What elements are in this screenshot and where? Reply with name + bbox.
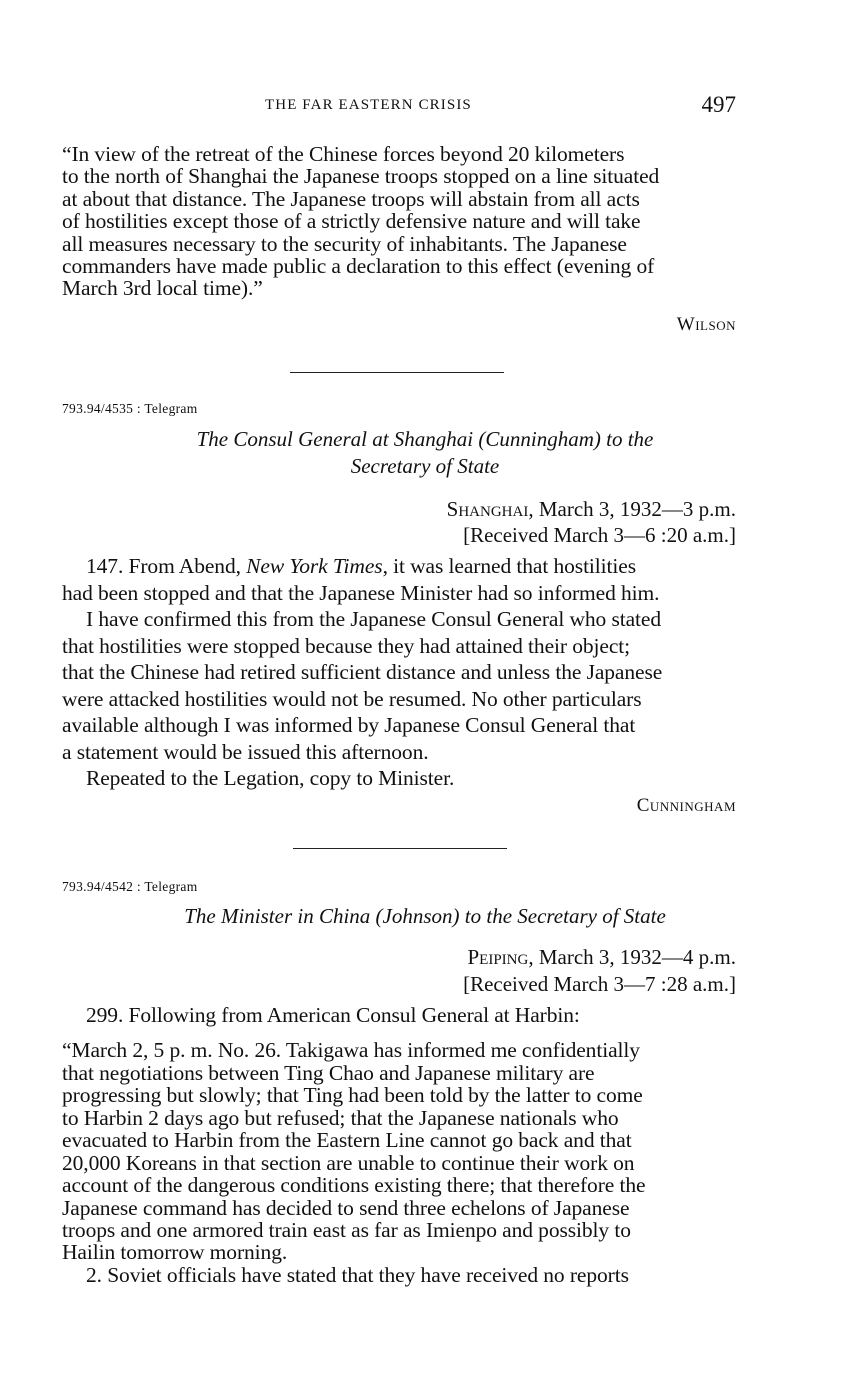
quote-line: to the north of Shanghai the Japanese troops stopped on a line situated: [62, 164, 660, 188]
body-line: that the Chinese had retired sufficient distance and unless the Japanese: [62, 660, 663, 684]
document-heading: The Consul General at Shanghai (Cunningham) to the: [196, 427, 654, 451]
quote-line: “March 2, 5 p. m. No. 26. Takigawa has informed me confidentially: [62, 1038, 640, 1062]
body-line: were attacked hostilities would not be resumed. No other particulars: [62, 687, 642, 711]
running-title: THE FAR EASTERN CRISIS: [265, 97, 472, 113]
body-line: that hostilities were stopped because they had attained their object;: [62, 634, 631, 658]
quote-line: 2. Soviet officials have stated that they have received no reports: [86, 1263, 629, 1287]
signature-wilson: Wilson: [676, 314, 736, 335]
quote-line: all measures necessary to the security of inhabitants. The Japanese: [62, 232, 627, 256]
quote-line: evacuated to Harbin from the Eastern Line cannot go back and that: [62, 1128, 632, 1152]
section-divider: [293, 848, 507, 849]
body-text: 147. From Abend,: [86, 554, 247, 578]
quote-line: at about that distance. The Japanese troops will abstain from all acts: [62, 187, 640, 211]
dateline: [468, 945, 737, 970]
body-line: had been stopped and that the Japanese Minister had so informed him.: [62, 581, 660, 605]
body-line: [86, 553, 636, 580]
document-id: 793.94/4542 : Telegram: [62, 879, 198, 894]
document-heading-line2: Secretary of State: [350, 454, 500, 478]
quote-line: March 3rd local time).”: [62, 276, 263, 300]
document-heading: The Minister in China (Johnson) to the Secretary of State: [184, 904, 666, 928]
quote-line: “In view of the retreat of the Chinese forces beyond 20 kilometers: [62, 142, 625, 166]
received-line: [Received March 3—7 :28 a.m.]: [463, 972, 736, 996]
body-line: I have confirmed this from the Japanese Consul General who stated: [86, 607, 662, 631]
body-line: a statement would be issued this afternoon.: [62, 740, 429, 764]
signature-cunningham: Cunningham: [636, 795, 736, 816]
dateline-date: , March 3, 1932—4 p.m.: [528, 945, 736, 969]
dateline: [447, 497, 736, 522]
dateline-place: Shanghai: [446, 497, 529, 521]
section-divider: [290, 372, 504, 373]
body-line: available although I was informed by Japanese Consul General that: [62, 713, 636, 737]
quote-line: of hostilities except those of a strictly defensive nature and will take: [62, 209, 641, 233]
dateline-date: , March 3, 1932—3 p.m.: [528, 497, 736, 521]
quote-line: that negotiations between Ting Chao and Japanese military are: [62, 1061, 595, 1085]
newspaper-title: New York Times: [246, 554, 383, 578]
page-number: 497: [701, 92, 736, 117]
quote-line: account of the dangerous conditions existing there; that therefore the: [62, 1173, 646, 1197]
body-line: Repeated to the Legation, copy to Minister.: [86, 766, 455, 790]
body-intro: 299. Following from American Consul General at Harbin:: [86, 1003, 580, 1027]
received-line: [Received March 3—6 :20 a.m.]: [463, 523, 736, 547]
quote-line: 20,000 Koreans in that section are unable to continue their work on: [62, 1151, 635, 1175]
quote-line: progressing but slowly; that Ting had been told by the latter to come: [62, 1083, 643, 1107]
quote-line: to Harbin 2 days ago but refused; that the Japanese nationals who: [62, 1106, 619, 1130]
quote-line: Japanese command has decided to send three echelons of Japanese: [62, 1196, 630, 1220]
body-text: , it was learned that hostilities: [382, 554, 637, 578]
dateline-place: Peiping: [467, 945, 529, 969]
quote-line: troops and one armored train east as far as Imienpo and possibly to: [62, 1218, 631, 1242]
quote-line: commanders have made public a declaration to this effect (evening of: [62, 254, 655, 278]
document-id: 793.94/4535 : Telegram: [62, 401, 198, 416]
quote-line: Hailin tomorrow morning.: [62, 1240, 288, 1264]
